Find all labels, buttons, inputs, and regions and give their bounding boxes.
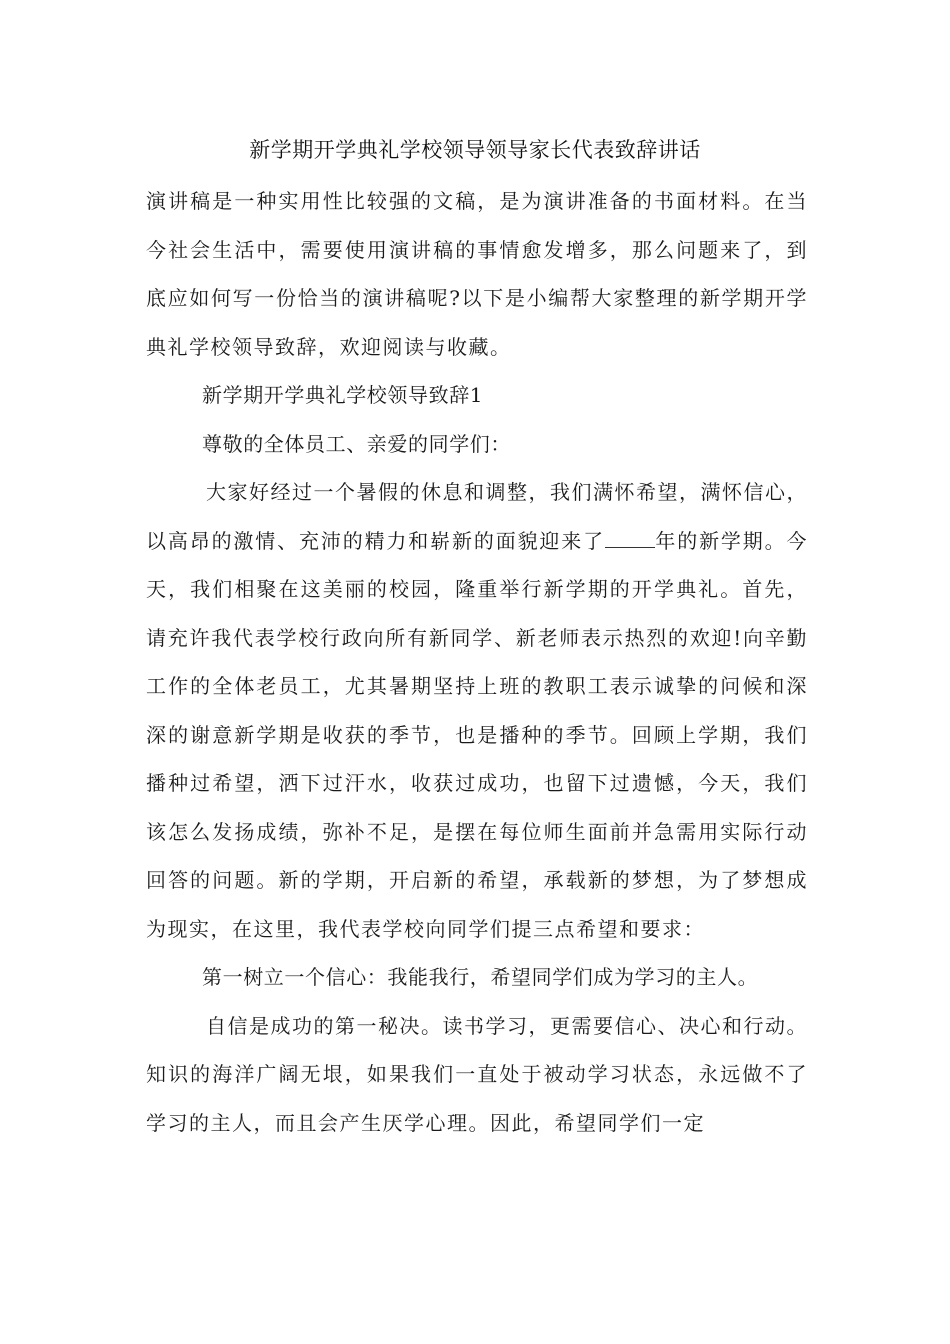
section-heading: 新学期开学典礼学校领导致辞1 xyxy=(202,383,484,407)
salutation: 尊敬的全体员工、亲爱的同学们： xyxy=(202,431,511,456)
body-paragraph-2: 自信是成功的第一秘决。读书学习，更需要信心、决心和行动。知识的海洋广阔无垠，如果我们一直处于被动学习状态，永远做不了学习的主人，而且会产生厌学心理。因此，希望同学们一定 xyxy=(146,1013,808,1135)
document-body xyxy=(146,177,808,1147)
point-one-heading: 第一树立一个信心：我能我行，希望同学们成为学习的主人。 xyxy=(202,965,759,989)
document-title: 新学期开学典礼学校领导领导家长代表致辞讲话 xyxy=(249,138,701,162)
body-paragraph-1-start: 大家好经过一个暑假的休息和调整，我们满怀希望，满怀信心，以高昂的激情、充沛的精力和崭新的面貌迎来了 xyxy=(146,480,808,553)
body-paragraph-1 xyxy=(146,468,808,953)
body-paragraph-1-rest: 年的新学期。今天，我们相聚在这美丽的校园，隆重举行新学期的开学典礼。首先，请充许我代表学校行政向所有新同学、新老师表示热烈的欢迎!向辛勤工作的全体老员工，尤其暑期坚持上班的教职工表示诚挚的问候和深深的谢意新学期是收获的季节，也是播种的季节。回顾上学期，我们播种过希望，洒下过汗水，收获过成功，也留下过遗憾，今天，我们该怎么发扬成绩，弥补不足，是摆在每位师生面前并急需用实际行动回答的问题。新的学期，开启新的希望，承载新的梦想，为了梦想成为现实，在这里，我代表学校向同学们提三点希望和要求： xyxy=(146,528,809,941)
fill-in-blank xyxy=(605,529,655,548)
intro-paragraph: 演讲稿是一种实用性比较强的文稿，是为演讲准备的书面材料。在当今社会生活中，需要使用演讲稿的事情愈发增多，那么问题来了，到底应如何写一份恰当的演讲稿呢?以下是小编帮大家整理的新学期开学典礼学校领导致辞，欢迎阅读与收藏。 xyxy=(146,189,808,359)
